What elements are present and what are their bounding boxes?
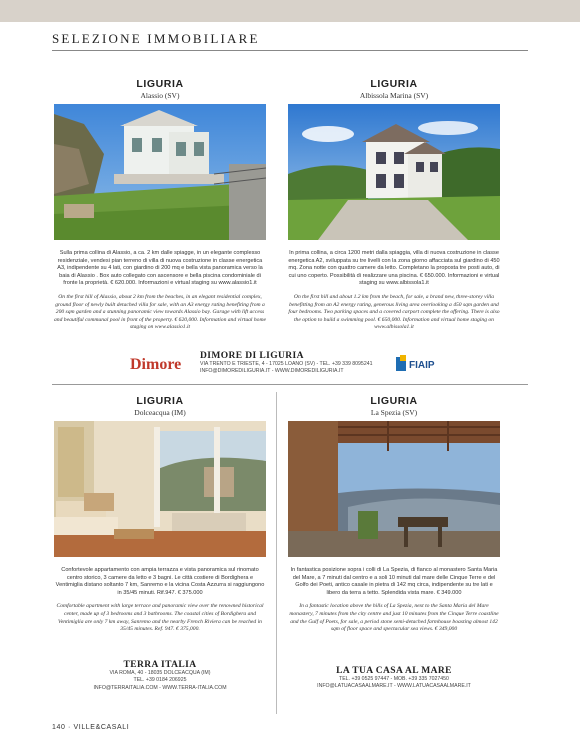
section-rule xyxy=(52,50,528,51)
agency-address: VIA TRENTO E TRIESTE, 4 - 17025 LOANO (SV) - TEL. +39 339 8095241 xyxy=(200,361,373,367)
villa-photo-image xyxy=(54,104,266,240)
interior-photo-image xyxy=(54,421,266,557)
agency-name: DIMORE DI LIGURIA xyxy=(200,351,304,361)
agency-contact-link[interactable]: INFO@LATUACASAALMARE.IT - WWW.LATUACASAALMARE.IT xyxy=(317,683,471,690)
agency-phone: TEL. +39 0184 206925 xyxy=(133,677,187,684)
top-bar xyxy=(0,0,580,22)
listing-albissola[interactable] xyxy=(288,78,500,332)
dimore-logo xyxy=(128,352,194,374)
listing-description-it: In fantastica posizione sopra i colli di La Spezia, di fianco al monastero Santa Maria del Mare, a 7 minuti dal centro e a soli 10 minuti dal mare delle Cinque Terre e del Golfo dei Poeti, antico casale in pietra di 142 mq circa, indipendente su tre lati e libero da terra a tetto. Splendida vista mare. € 349.000 xyxy=(290,567,498,596)
listing-description-it: Confortevole appartamento con ampia terrazza e vista panoramica sul rinomato centro storico, 3 camere da letto e 3 bagni. Le città costiere di Bordighera e Ventimiglia distano soltanto 7 km, Sanremo e la vicina Costa Azzurra si raggiungono in 35/45 minuti. Rif.947. € 375.000 xyxy=(55,567,265,596)
listing-description-it: Sulla prima collina di Alassio, a ca. 2 km dalle spiagge, in un elegante complesso residenziale, vendesi pian terreno di villa di nuova costruzione in classe energetica A3, indipendente su 4 lati, con giardino di 200 mq e bella vista panoramica verso la baia di Alassio . Box auto collegato con ascensore e bella piscina condominiale di fronte la proprietà. € 620.000. Informazioni e virtual staging su www.alassio1.it xyxy=(57,250,263,287)
listing-region: LIGURIA xyxy=(370,395,418,407)
listing-town: Alassio (SV) xyxy=(140,91,180,100)
dimore-logo-text: Dimore xyxy=(130,356,182,373)
listing-town: Dolceacqua (IM) xyxy=(134,408,186,417)
section-title: SELEZIONE IMMOBILIARE xyxy=(52,31,260,46)
listing-description-en: In a fantastic location above the hills of La Spezia, next to the Santa Maria del Mare monastery, 7 minutes from the city centre and just 10 minutes from the Cinque Terre coastline and the Gulf of Poets, for sale, a period stone semi-detached farmhouse boasting almost 142 sqm of floor space and spectacular sea views. € 349,000 xyxy=(289,603,499,633)
villa-photo-image xyxy=(288,104,500,240)
listing-description-it: In prima collina, a circa 1200 metri dalla spiaggia, villa di nuova costruzione in classe energetica A2, sviluppata su tre livelli con la zona giorno affacciata sul giardino di 450 mq. Zona notte con quattro camere da letto. Completano la proposta tre posti auto, di cui uno coperto. Possibilità di realizzare una piscina. € 650.000. Informazioni e virtual staging su www.albissola1.it xyxy=(288,250,500,287)
listing-description-en: On the first hill and about 1.2 km from the beach, for sale, a brand new, three-storey villa benefitting from an A2 energy rating, generous living area overlooking a 450 sqm garden and four bedrooms. Two parking spaces and a covered carport complete the offering. There is also the option to build a swimming pool. € 650,000. Information and virtual home staging on www.albissola1.it xyxy=(288,293,500,331)
listing-photo-dolceacqua[interactable] xyxy=(54,421,266,557)
listing-region: LIGURIA xyxy=(136,78,184,90)
listing-description-en: Comfortable apartment with large terrace and panoramic view over the renowned historical center, made up of 3 bedrooms and 3 bathrooms. The coastal cities of Bordighera and Ventimiglia are only 7 km away, Sanremo and the nearby French Riviera can be reached in 35/45 minutes. Ref. 947. € 375,000. xyxy=(56,603,264,633)
listing-town: La Spezia (SV) xyxy=(370,408,418,417)
listing-la-spezia[interactable] xyxy=(288,395,500,634)
listing-photo-la-spezia[interactable] xyxy=(288,421,500,557)
listing-town: Albissola Marina (SV) xyxy=(359,91,429,100)
agency-contact-link[interactable]: INFO@DIMOREDILIGURIA.IT - WWW.DIMOREDILIGURIA.IT xyxy=(200,368,344,375)
listing-alassio[interactable] xyxy=(54,78,266,332)
listing-dolceacqua[interactable] xyxy=(54,395,266,634)
fiaip-logo xyxy=(396,355,440,373)
listing-photo-alassio[interactable] xyxy=(54,104,266,240)
listing-photo-albissola[interactable] xyxy=(288,104,500,240)
listing-description-en: On the first hill of Alassio, about 2 km from the beaches, in an elegant residential complex, ground floor of newly built detached villa for sale, with an A3 energy rating benefiting from a 200 sqm garden and a stunning panoramic view towards Alassio bay. Garage with lift access and beautiful communal pool in front of the property. € 620,000. Information and virtual home staging on www.alassio1.it xyxy=(54,293,266,331)
agency-name: LA TUA CASA AL MARE xyxy=(336,666,452,676)
agency-la-tua-casa-al-mare xyxy=(288,666,500,691)
listing-region: LIGURIA xyxy=(136,395,184,407)
agency-terra-italia xyxy=(54,660,266,692)
agency-name: TERRA ITALIA xyxy=(123,660,197,670)
agency-address: VIA ROMA, 40 - 18035 DOLCEACQUA (IM) xyxy=(109,670,211,676)
agency-phone: TEL. +39 0525 97447 - MOB. +39 335 7027450 xyxy=(339,676,449,682)
column-divider xyxy=(276,392,277,714)
terrace-photo-image xyxy=(288,421,500,557)
agency-contact-link[interactable]: INFO@TERRAITALIA.COM - WWW.TERRA-ITALIA.COM xyxy=(93,684,227,691)
band-divider xyxy=(52,384,528,385)
fiaip-logo-text: FIAIP xyxy=(409,360,435,371)
page-footer: 140 · VILLE&CASALI xyxy=(52,724,130,731)
agency-dimore xyxy=(200,351,372,376)
listing-region: LIGURIA xyxy=(370,78,418,90)
